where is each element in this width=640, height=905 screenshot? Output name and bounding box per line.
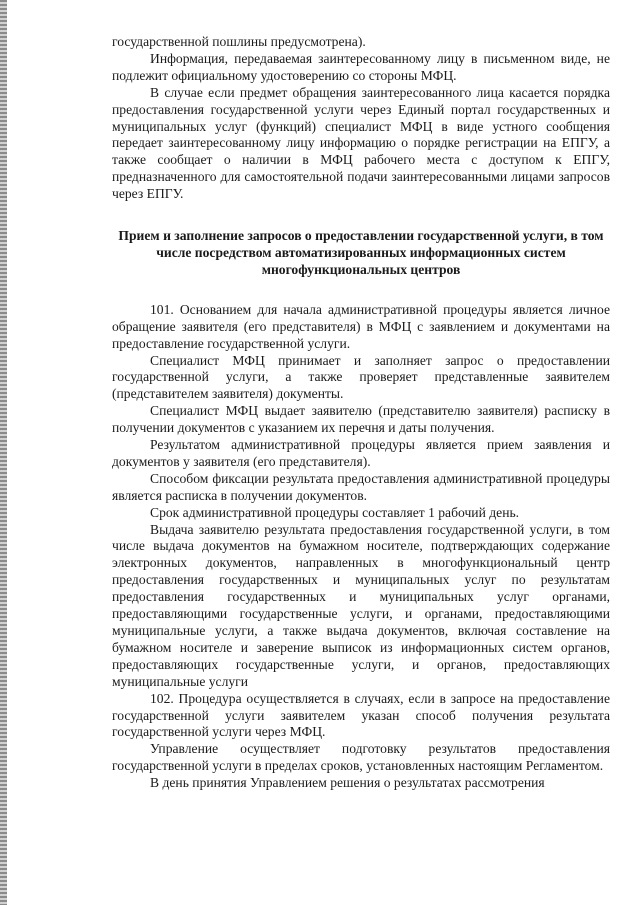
paragraph: Срок административной процедуры составляет 1 рабочий день. [150, 504, 520, 520]
paragraph: государственной пошлины предусмотрена). [112, 34, 366, 49]
section-heading: Прием и заполнение запросов о предоставлении государственной услуги, в том числе посредством автоматизированных информационных систем многофункциональных центров [118, 228, 604, 277]
paragraph: В день принятия Управлением решения о результатах рассмотрения [150, 775, 545, 791]
paragraph: Специалист МФЦ принимает и заполняет запрос о предоставлении государственной услуги, а также проверяет представленные заявителем (представителем заявителя) документы. [112, 352, 610, 402]
paragraph: 101. Основанием для начала административной процедуры является личное обращение заявителя (его представителя) в МФЦ с заявлением и документами на предоставление государственной услуги. [112, 301, 610, 351]
paragraph: 102. Процедура осуществляется в случаях, если в запросе на предоставление государственной услуги заявителем указан способ получения результата государственной услуги через МФЦ. [112, 690, 610, 740]
paragraph: Специалист МФЦ выдает заявителю (представителю заявителя) расписку в получении документов с указанием их перечня и даты получения. [112, 403, 610, 436]
paragraph: Способом фиксации результата предоставления административной процедуры является расписка в получении документов. [112, 470, 610, 503]
paragraph: Выдача заявителю результата предоставления государственной услуги, в том числе выдача документов на бумажном носителе, подтверждающих содержание электронных документов, направленных в многофункциональный центр предоставления государственных и муниципальных услуг по результатам предоставления государственных и муниципальных услуг органами, предоставляющими государственные услуги, и органами, предоставляющими муниципальные услуги, а также выдача документов, включая составление на бумажном носителе и заверение выписок из информационных систем органов, предоставляющих государственные услуги, и органов, предоставляющих муниципальные услуги [112, 521, 610, 689]
document-page [112, 34, 610, 792]
scan-edge-shadow [0, 0, 7, 905]
paragraph: В случае если предмет обращения заинтересованного лица касается порядка предоставления государственной услуги через Единый портал государственных и муниципальных услуг (функций) специалист МФЦ в виде устного сообщения передает заинтересованному лицу информацию о порядке регистрации на ЕПГУ, а также сообщает о наличии в МФЦ рабочего места с доступом к ЕПГУ, предназначенного для самостоятельной подачи заинтересованными лицами запросов через ЕПГУ. [112, 84, 610, 202]
paragraph: Информация, передаваемая заинтересованному лицу в письменном виде, не подлежит официальному удостоверению со стороны МФЦ. [112, 50, 610, 83]
paragraph: Результатом административной процедуры является прием заявления и документов у заявителя (его представителя). [112, 437, 610, 469]
paragraph: Управление осуществляет подготовку результатов предоставления государственной услуги в пределах сроков, установленных настоящим Регламентом. [112, 741, 610, 774]
